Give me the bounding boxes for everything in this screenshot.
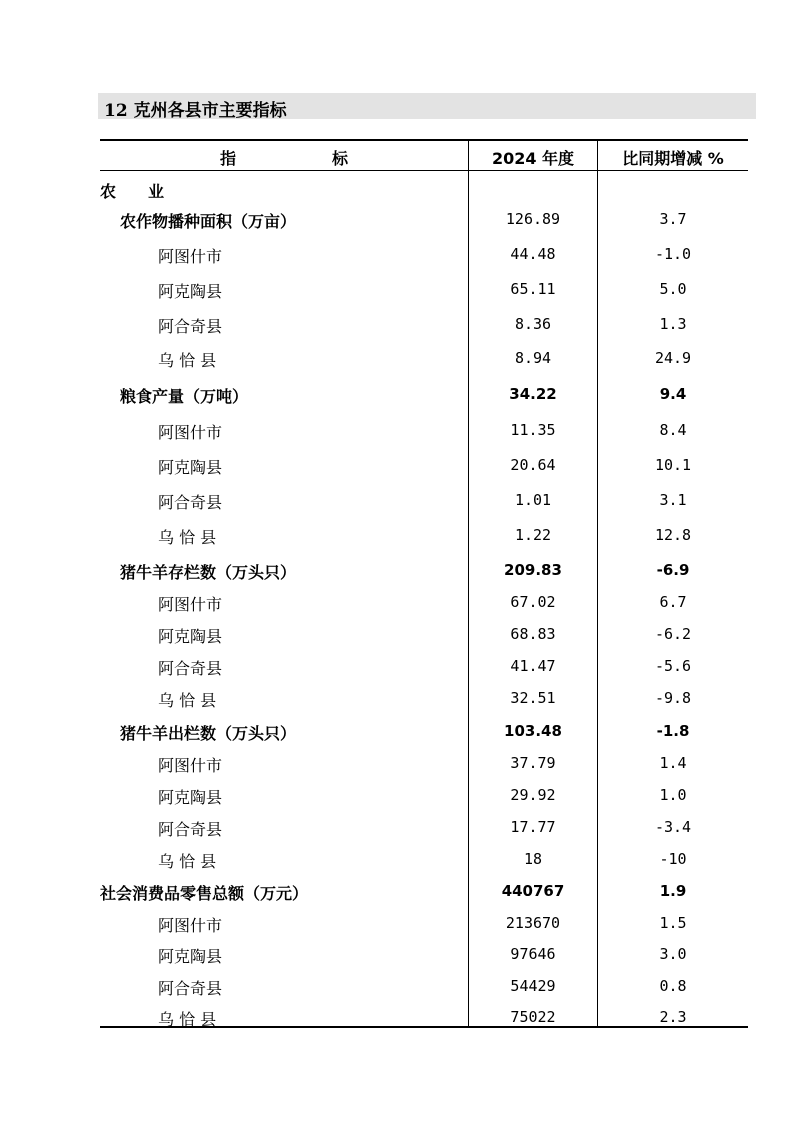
row-label: 猪牛羊出栏数（万头只） xyxy=(120,724,297,743)
row-value-year: 1.01 xyxy=(514,491,552,509)
header-indicator: 指 标 xyxy=(219,149,348,168)
table-row xyxy=(100,1003,748,1033)
row-value-year: 67.02 xyxy=(510,593,556,611)
row-value-change: -1.0 xyxy=(654,245,692,263)
row-value-year: 97646 xyxy=(510,945,556,963)
table-row xyxy=(100,909,748,939)
row-value-year: 18 xyxy=(523,850,543,868)
table-row xyxy=(100,175,748,205)
table-row xyxy=(100,620,748,650)
table-row xyxy=(100,781,748,811)
table-row xyxy=(100,877,748,907)
row-value-change: 3.0 xyxy=(659,945,687,963)
row-value-year: 34.22 xyxy=(509,385,557,403)
table-row xyxy=(100,717,748,747)
row-label: 阿合奇县 xyxy=(158,979,223,998)
table-title: 12 克州各县市主要指标 xyxy=(104,101,287,121)
row-label: 乌 恰 县 xyxy=(158,852,217,871)
row-value-change: 12.8 xyxy=(654,526,692,544)
row-value-year: 44.48 xyxy=(510,245,556,263)
row-label: 阿合奇县 xyxy=(158,317,223,336)
row-value-year: 41.47 xyxy=(510,657,556,675)
table-row xyxy=(100,521,748,551)
title-bar xyxy=(98,93,756,119)
row-value-year: 213670 xyxy=(505,914,561,932)
row-value-year: 32.51 xyxy=(510,689,556,707)
row-value-change: 9.4 xyxy=(659,385,687,403)
header-change: 比同期增减 % xyxy=(622,149,724,168)
table-row xyxy=(100,380,748,410)
row-label: 乌 恰 县 xyxy=(158,528,217,547)
row-value-change: 10.1 xyxy=(654,456,692,474)
table-row xyxy=(100,588,748,618)
row-value-year: 11.35 xyxy=(510,421,556,439)
row-value-change: -3.4 xyxy=(654,818,692,836)
row-value-change: 1.3 xyxy=(659,315,687,333)
row-value-change: 8.4 xyxy=(659,421,687,439)
indicator-table xyxy=(100,139,748,1029)
row-value-change: -5.6 xyxy=(654,657,692,675)
row-value-year: 54429 xyxy=(510,977,556,995)
row-label: 农作物播种面积（万亩） xyxy=(120,212,297,231)
row-value-year: 1.22 xyxy=(514,526,552,544)
table-row xyxy=(100,684,748,714)
row-value-change: 3.7 xyxy=(659,210,687,228)
row-value-change: -6.2 xyxy=(654,625,692,643)
row-value-year: 126.89 xyxy=(505,210,561,228)
table-row xyxy=(100,486,748,516)
row-value-year: 75022 xyxy=(510,1008,556,1026)
row-value-year: 8.36 xyxy=(514,315,552,333)
row-label: 乌 恰 县 xyxy=(158,1010,217,1029)
row-label: 阿合奇县 xyxy=(158,659,223,678)
row-label: 乌 恰 县 xyxy=(158,691,217,710)
table-row xyxy=(100,652,748,682)
row-value-year: 17.77 xyxy=(510,818,556,836)
row-label: 社会消费品零售总额（万元） xyxy=(100,884,309,903)
row-label: 阿克陶县 xyxy=(158,458,223,477)
table-row xyxy=(100,275,748,305)
table-header-rule xyxy=(100,170,748,171)
row-value-change: 1.9 xyxy=(659,882,687,900)
table-row xyxy=(100,813,748,843)
row-label: 粮食产量（万吨） xyxy=(120,387,249,406)
row-value-change: -6.9 xyxy=(656,561,690,579)
table-row xyxy=(100,344,748,374)
table-row xyxy=(100,416,748,446)
row-value-year: 37.79 xyxy=(510,754,556,772)
table-row xyxy=(100,205,748,235)
row-value-year: 20.64 xyxy=(510,456,556,474)
row-value-change: -10 xyxy=(659,850,687,868)
row-value-change: 1.5 xyxy=(659,914,687,932)
table-row xyxy=(100,556,748,586)
row-value-year: 440767 xyxy=(501,882,565,900)
row-value-change: -9.8 xyxy=(654,689,692,707)
table-row xyxy=(100,749,748,779)
row-value-year: 103.48 xyxy=(504,722,562,740)
table-row xyxy=(100,451,748,481)
table-row xyxy=(100,940,748,970)
row-value-change: 0.8 xyxy=(659,977,687,995)
row-label: 阿克陶县 xyxy=(158,282,223,301)
row-label: 阿图什市 xyxy=(158,247,223,266)
table-row xyxy=(100,845,748,875)
row-value-change: 6.7 xyxy=(659,593,687,611)
header-year: 2024 年度 xyxy=(491,149,575,168)
row-value-change: 1.0 xyxy=(659,786,687,804)
row-label: 阿合奇县 xyxy=(158,820,223,839)
row-value-year: 209.83 xyxy=(504,561,562,579)
row-value-year: 8.94 xyxy=(514,349,552,367)
row-label: 阿图什市 xyxy=(158,595,223,614)
row-label: 猪牛羊存栏数（万头只） xyxy=(120,563,297,582)
row-label: 阿克陶县 xyxy=(158,947,223,966)
row-value-year: 65.11 xyxy=(510,280,556,298)
table-top-rule xyxy=(100,139,748,141)
row-value-year: 68.83 xyxy=(510,625,556,643)
row-label: 阿克陶县 xyxy=(158,627,223,646)
row-label: 乌 恰 县 xyxy=(158,351,217,370)
row-label: 阿克陶县 xyxy=(158,788,223,807)
row-value-year: 29.92 xyxy=(510,786,556,804)
row-label: 阿图什市 xyxy=(158,756,223,775)
row-value-change: 1.4 xyxy=(659,754,687,772)
row-label: 阿合奇县 xyxy=(158,493,223,512)
row-value-change: -1.8 xyxy=(656,722,690,740)
row-label: 农 业 xyxy=(100,182,165,201)
table-row xyxy=(100,310,748,340)
row-value-change: 24.9 xyxy=(654,349,692,367)
row-value-change: 5.0 xyxy=(659,280,687,298)
row-value-change: 2.3 xyxy=(659,1008,687,1026)
row-value-change: 3.1 xyxy=(659,491,687,509)
table-row xyxy=(100,972,748,1002)
table-row xyxy=(100,240,748,270)
row-label: 阿图什市 xyxy=(158,916,223,935)
row-label: 阿图什市 xyxy=(158,423,223,442)
